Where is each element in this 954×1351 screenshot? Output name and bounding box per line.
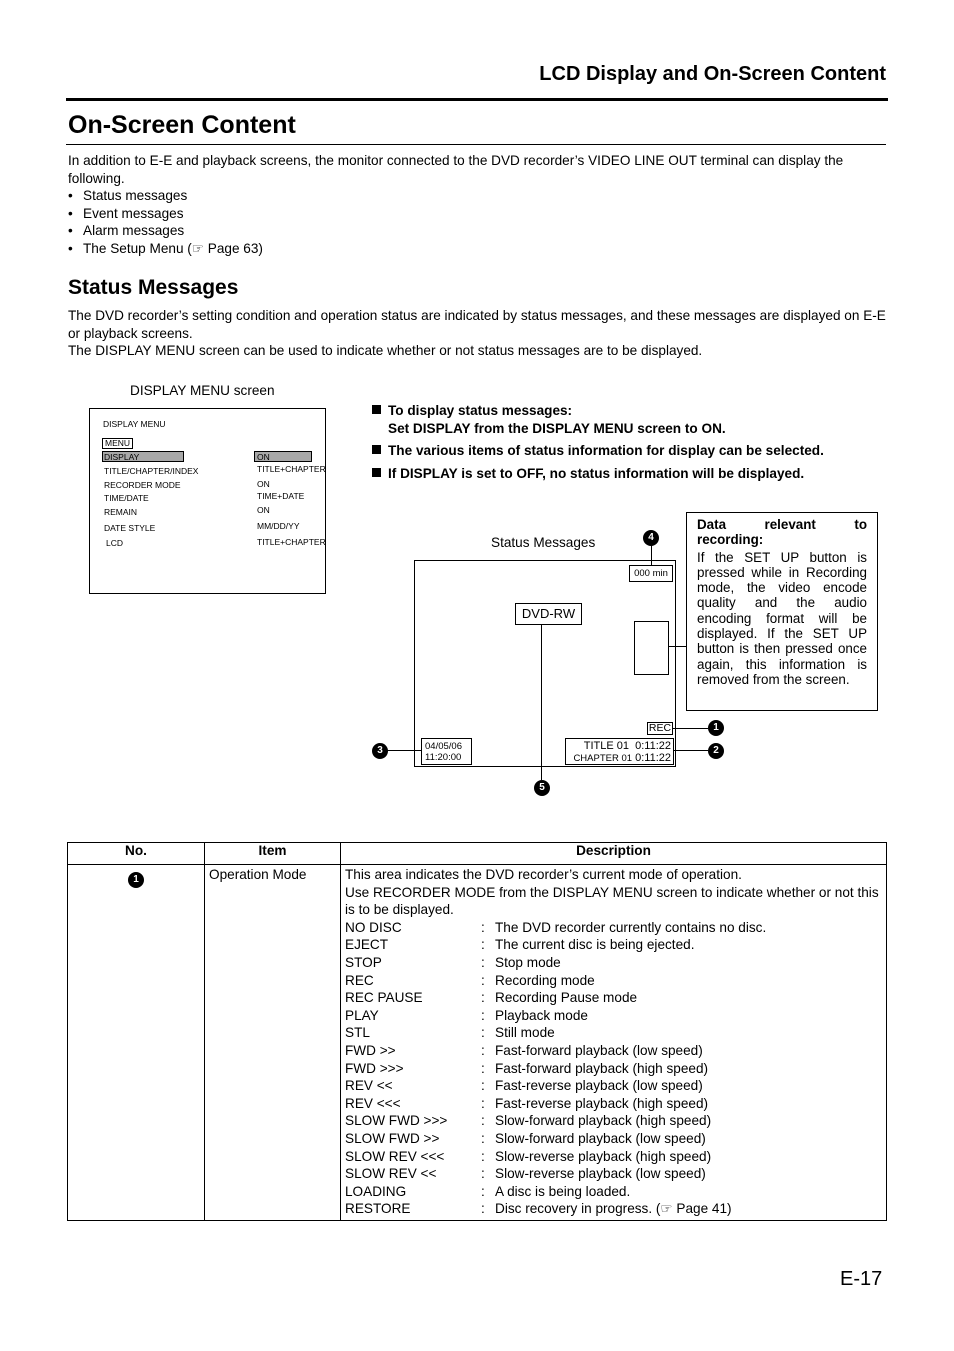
- recording-data-note: [686, 512, 878, 711]
- instruction-3-text: If DISPLAY is set to OFF, no status information will be displayed.: [388, 466, 805, 481]
- menu-value: ON: [257, 452, 270, 462]
- mode-name: PLAY: [345, 1007, 379, 1023]
- intro-bullet-list: [68, 187, 263, 257]
- instruction-items-selectable: [372, 442, 824, 460]
- mode-text: Slow-forward playback (high speed): [495, 1113, 712, 1129]
- page-title: On-Screen Content: [68, 111, 296, 139]
- row-item: Operation Mode: [205, 865, 341, 1221]
- mode-name: REC PAUSE: [345, 990, 423, 1006]
- mode-text: Slow-forward playback (low speed): [495, 1130, 706, 1146]
- status-paragraph-1: The DVD recorder’s setting condition and operation status are indicated by status messages, and these messages are displayed on E-E or playback screens.: [68, 308, 886, 341]
- leader-line-3: [387, 750, 421, 751]
- callout-3: 3: [372, 743, 388, 759]
- date-text: 04/05/06: [425, 741, 462, 752]
- section-header: LCD Display and On-Screen Content: [539, 63, 886, 85]
- mode-name: STL: [345, 1025, 370, 1041]
- row-number: [68, 865, 205, 1221]
- title-rule: [66, 144, 886, 145]
- title-label: TITLE 01: [583, 740, 629, 752]
- menu-item: RECORDER MODE: [104, 480, 181, 490]
- header-rule: [66, 98, 888, 101]
- menu-item: REMAIN: [104, 507, 138, 517]
- mode-text: The DVD recorder currently contains no disc.: [495, 919, 767, 935]
- description-line-2: Use RECORDER MODE from the DISPLAY MENU screen to indicate whether or not this is to be displayed.: [345, 884, 879, 918]
- bullet-item: • Status messages: [68, 187, 263, 205]
- mode-name: LOADING: [345, 1183, 407, 1199]
- row-description: [341, 865, 887, 1221]
- menu-value: TITLE+CHAPTER: [257, 464, 326, 474]
- date-time-box: [421, 738, 472, 765]
- menu-item: DISPLAY: [104, 452, 140, 462]
- callout-1: 1: [128, 872, 144, 888]
- menu-value: TITLE+CHAPTER: [257, 537, 326, 547]
- leader-line-1: [673, 728, 708, 729]
- status-paragraph-2: The DISPLAY MENU screen can be used to indicate whether or not status messages are to be displayed.: [68, 343, 703, 358]
- menu-value: TIME+DATE: [257, 491, 305, 501]
- chapter-label: CHAPTER 01: [573, 753, 633, 764]
- mode-name: SLOW FWD >>: [345, 1130, 440, 1146]
- mode-text: Fast-forward playback (low speed): [495, 1042, 703, 1058]
- mode-text: Playback mode: [495, 1007, 588, 1023]
- menu-value: ON: [257, 479, 270, 489]
- table-row: [68, 865, 887, 1221]
- mode-name: REV <<<: [345, 1095, 401, 1111]
- mode-list: NO DISC : The DVD recorder currently contains no disc. EJECT : The current disc is being ejected. STOP : Stop mode REC : Recording mode REC PAUSE : Recording Pause mode PLAY : Playback mode STL : Still mode FWD >> : Fast-forward playback (low speed) FWD >>> : Fast-forward playback (high speed) REV << : Fast-reverse playback (low speed) REV <<< : Fast-reverse playback (high speed) SLOW FWD >>> : Slow-forward playback (high speed) SLOW FWD >> : Slow-forward playback (low speed) SLOW REV <<< : Slow-reverse playback (high speed) SLOW REV << : Slow-reverse playback (low speed) LOADING : A disc is being loaded. RESTORE : Disc recovery in progress. (☞ Page 41): [345, 919, 882, 1218]
- mode-name: NO DISC: [345, 919, 402, 935]
- mode-text: Recording Pause mode: [495, 990, 638, 1006]
- instruction-1-line-1: To display status messages:: [388, 403, 573, 418]
- menu-value: ON: [257, 505, 270, 515]
- mode-text: Stop mode: [495, 954, 561, 970]
- mode-name: FWD >>: [345, 1042, 396, 1058]
- mode-name: SLOW REV <<: [345, 1166, 437, 1182]
- menu-item: DATE STYLE: [104, 523, 156, 533]
- square-bullet-icon: [372, 445, 381, 454]
- instruction-1-line-2: Set DISPLAY from the DISPLAY MENU screen to ON.: [388, 421, 726, 436]
- rec-mode-box: REC: [648, 722, 672, 734]
- chapter-time: 0:11:22: [635, 752, 671, 764]
- disc-type-box: DVD-RW: [515, 603, 582, 625]
- menu-screen-caption: DISPLAY MENU screen: [130, 383, 275, 398]
- intro-paragraph: In addition to E-E and playback screens, the monitor connected to the DVD recorder’s VIDEO LINE OUT terminal can display the following.: [68, 153, 844, 186]
- mode-name: EJECT: [345, 937, 389, 953]
- callout-4: 4: [643, 530, 659, 546]
- square-bullet-icon: [372, 468, 381, 477]
- status-item-table: [67, 842, 887, 1221]
- description-line-1: This area indicates the DVD recorder’s current mode of operation.: [345, 867, 742, 882]
- mode-text: Fast-reverse playback (low speed): [495, 1078, 703, 1094]
- mode-text: Fast-reverse playback (high speed): [495, 1095, 709, 1111]
- mode-name: FWD >>>: [345, 1060, 404, 1076]
- square-bullet-icon: [372, 405, 381, 414]
- callout-5: 5: [534, 780, 550, 796]
- callout-1: 1: [708, 720, 724, 736]
- display-menu-screen: [89, 408, 326, 594]
- header-description: Description: [341, 843, 887, 865]
- mode-name: REV <<: [345, 1078, 393, 1094]
- mode-name: STOP: [345, 954, 382, 970]
- mode-name: RESTORE: [345, 1201, 411, 1217]
- note-body: If the SET UP button is pressed while in Recording mode, the video encode quality and the audio encoding format will be displayed. If the SET UP button is then pressed once again, this information is removed from the screen.: [697, 549, 867, 687]
- table-header-row: [68, 843, 887, 865]
- bullet-item: • The Setup Menu (☞ Page 63): [68, 240, 263, 258]
- header-item: Item: [205, 843, 341, 865]
- page-number: E-17: [840, 1268, 883, 1290]
- bullet-item: • Alarm messages: [68, 222, 263, 240]
- callout-2: 2: [708, 743, 724, 759]
- instruction-display-off: [372, 465, 804, 483]
- remain-time-box: 000 min: [629, 565, 673, 582]
- encode-info-box: [634, 621, 669, 675]
- menu-item: TIME/DATE: [104, 493, 149, 503]
- time-text: 11:20:00: [425, 752, 462, 763]
- mode-name: SLOW REV <<<: [345, 1148, 445, 1164]
- mode-text: Still mode: [495, 1025, 555, 1041]
- leader-line-4: [651, 545, 652, 566]
- leader-line-2: [674, 750, 708, 751]
- menu-tag: MENU: [102, 438, 133, 449]
- menu-screen-title: DISPLAY MENU: [103, 419, 166, 429]
- mode-text: Slow-reverse playback (high speed): [495, 1148, 712, 1164]
- instruction-display-status: [372, 402, 726, 438]
- mode-text: The current disc is being ejected.: [495, 937, 695, 953]
- bullet-item: • Event messages: [68, 205, 263, 223]
- status-messages-heading: Status Messages: [68, 276, 239, 299]
- mode-name: SLOW FWD >>>: [345, 1113, 448, 1129]
- instruction-2-text: The various items of status information for display can be selected.: [388, 443, 824, 458]
- mode-text: Slow-reverse playback (low speed): [495, 1166, 706, 1182]
- monitor-label: Status Messages: [491, 535, 596, 550]
- mode-text: Disc recovery in progress. (☞ Page 41): [495, 1201, 732, 1217]
- title-time: 0:11:22: [635, 740, 671, 752]
- menu-item: TITLE/CHAPTER/INDEX: [104, 466, 199, 476]
- note-heading: Data relevant to recording:: [697, 517, 867, 548]
- title-chapter-box: [565, 738, 674, 765]
- menu-item: LCD: [106, 538, 124, 548]
- menu-value: MM/DD/YY: [257, 521, 300, 531]
- leader-line-5: [541, 625, 542, 780]
- leader-line-note: [669, 646, 686, 647]
- mode-text: Fast-forward playback (high speed): [495, 1060, 709, 1076]
- mode-text: Recording mode: [495, 972, 595, 988]
- header-no: No.: [68, 843, 205, 865]
- mode-text: A disc is being loaded.: [495, 1183, 631, 1199]
- mode-name: REC: [345, 972, 374, 988]
